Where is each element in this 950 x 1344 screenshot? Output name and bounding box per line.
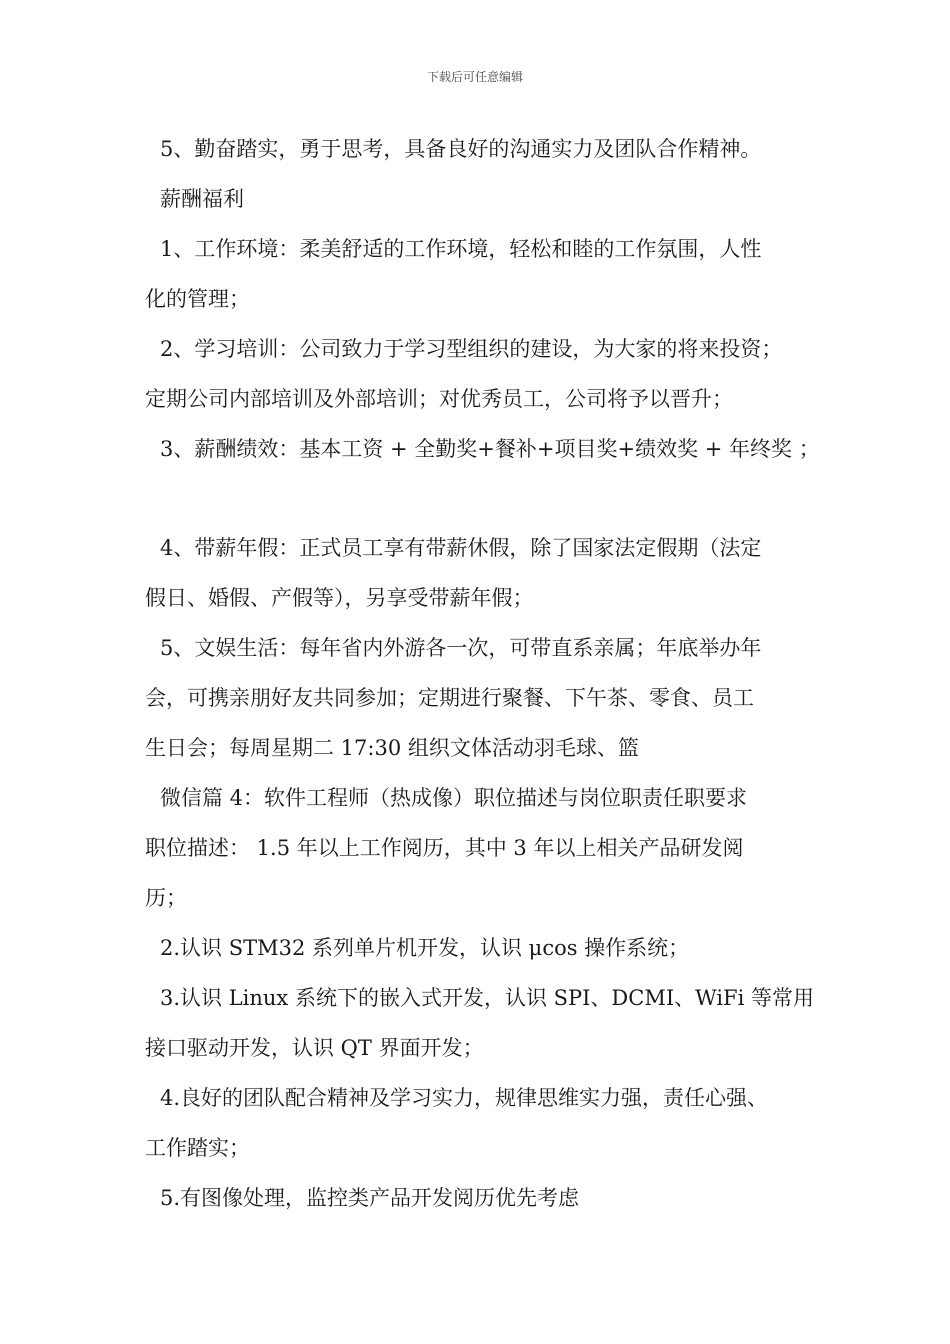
text-line: 5、文娱生活：每年省内外游各一次，可带直系亲属；年底举办年 (160, 636, 762, 660)
section-heading: 微信篇 4：软件工程师（热成像）职位描述与岗位职责任职要求 (160, 786, 748, 810)
text-line: 5、勤奋踏实，勇于思考，具备良好的沟通实力及团队合作精神。 (160, 137, 762, 161)
text-line: 工作踏实； (145, 1136, 250, 1160)
text-line: 2.认识 STM32 系列单片机开发，认识 μcos 操作系统； (160, 936, 690, 960)
text-line: 4、带薪年假：正式员工享有带薪休假，除了国家法定假期（法定 (160, 536, 762, 560)
text-line: 会，可携亲朋好友共同参加；定期进行聚餐、下午茶、零食、员工 (145, 686, 754, 710)
text-line: 职位描述： 1.5 年以上工作阅历，其中 3 年以上相关产品研发阅 (145, 836, 744, 860)
text-line: 2、学习培训：公司致力于学习型组织的建设，为大家的将来投资； (160, 337, 783, 361)
text-line: 4.良好的团队配合精神及学习实力，规律思维实力强，责任心强、 (160, 1086, 769, 1110)
text-line: 1、工作环境：柔美舒适的工作环境，轻松和睦的工作氛围，人性 (160, 237, 762, 261)
text-line: 定期公司内部培训及外部培训；对优秀员工，公司将予以晋升； (145, 387, 733, 411)
text-line: 生日会；每周星期二 17:30 组织文体活动羽毛球、篮 (145, 736, 639, 760)
text-line: 历； (145, 886, 187, 910)
text-line: 化的管理； (145, 287, 250, 311)
text-line: 5.有图像处理，监控类产品开发阅历优先考虑 (160, 1186, 580, 1210)
text-line: 3、薪酬绩效：基本工资 + 全勤奖+餐补+项目奖+绩效奖 + 年终奖 ； (160, 437, 820, 461)
section-heading: 薪酬福利 (160, 187, 244, 211)
text-line: 假日、婚假、产假等），另享受带薪年假； (145, 586, 534, 610)
page-header: 下载后可任意编辑 (426, 70, 523, 84)
text-line: 3.认识 Linux 系统下的嵌入式开发，认识 SPI、DCMI、WiFi 等常用 (160, 986, 815, 1010)
text-line: 接口驱动开发，认识 QT 界面开发； (145, 1036, 484, 1060)
